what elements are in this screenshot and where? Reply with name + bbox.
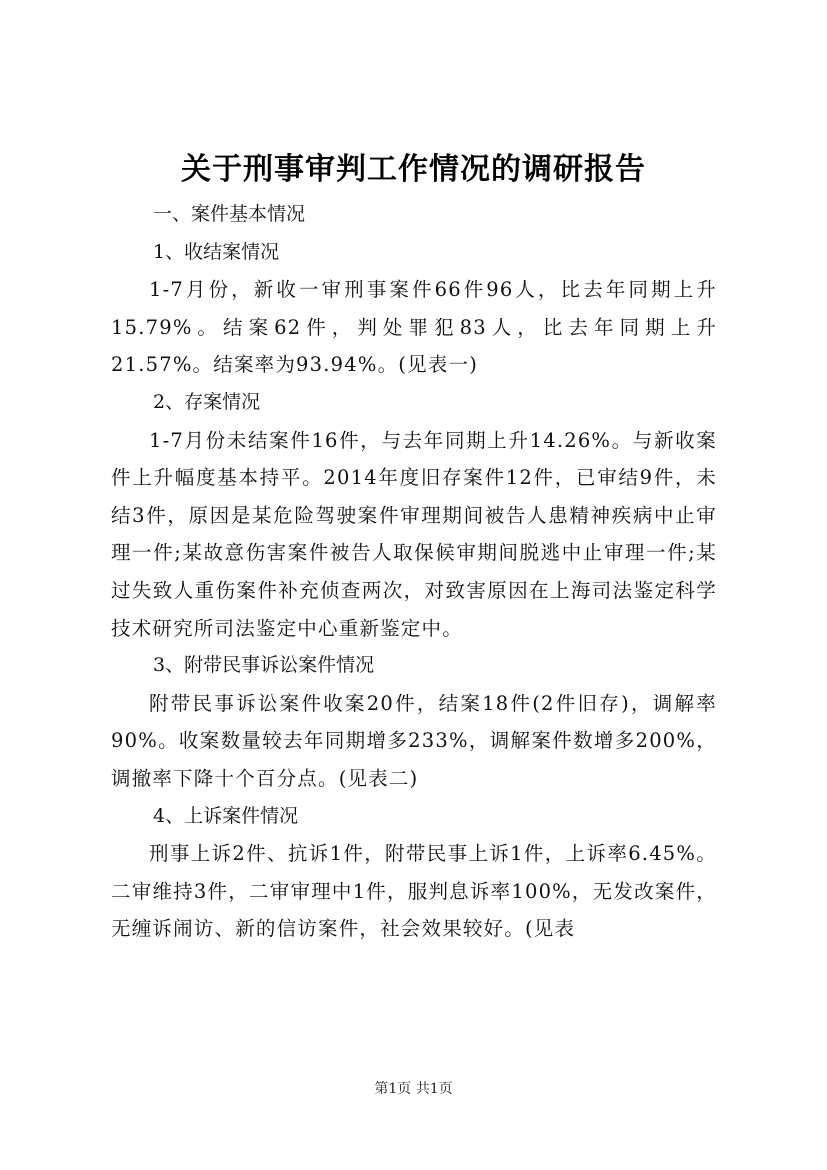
paragraph-appeals: 刑事上诉2件、抗诉1件，附带民事上诉1件，上诉率6.45%。二审维持3件，二审审理中1件，服判息诉率100%，无发改案件，无缠诉闹访、新的信访案件，社会效果较好。(见表: [111, 842, 717, 941]
document-title: 关于刑事审判工作情况的调研报告: [181, 152, 646, 187]
document-body: [111, 196, 717, 948]
page-footer: 第1页 共1页: [374, 1081, 453, 1097]
section-heading-civil-suits: 3、附带民事诉讼案件情况: [153, 654, 375, 677]
paragraph-case-intake: 1-7月份，新收一审刑事案件66件96人，比去年同期上升15.79%。结案62件，判处罪犯83人，比去年同期上升21.57%。结案率为93.94%。(见表一): [111, 278, 717, 377]
section-heading-pending-cases: 2、存案情况: [153, 390, 261, 413]
section-heading-case-intake: 1、收结案情况: [153, 240, 280, 263]
paragraph-civil-suits: 附带民事诉讼案件收案20件，结案18件(2件旧存)，调解率90%。收案数量较去年同期增多233%，调解案件数增多200%，调撤率下降十个百分点。(见表二): [111, 691, 717, 790]
section-heading-basic-info: 一、案件基本情况: [153, 203, 306, 225]
paragraph-pending-cases: 1-7月份未结案件16件，与去年同期上升14.26%。与新收案件上升幅度基本持平。2014年度旧存案件12件，已审结9件，未结3件，原因是某危险驾驶案件审理期间被告人患精神疾病中止审理一件;某故意伤害案件被告人取保候审期间脱逃中止审理一件;某过失致人重伤案件补充侦查两次，对致害原因在上海司法鉴定科学技术研究所司法鉴定中心重新鉴定中。: [111, 428, 717, 640]
section-heading-appeals: 4、上诉案件情况: [153, 804, 299, 827]
